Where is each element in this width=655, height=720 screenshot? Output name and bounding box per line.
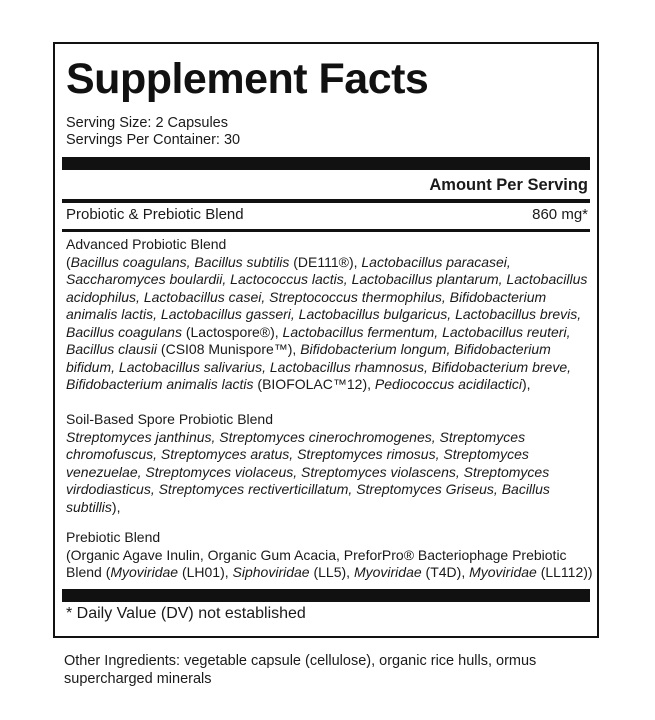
servings-per-container: Servings Per Container: 30	[66, 132, 241, 148]
ingredient-text-4: (LL5),	[309, 564, 354, 580]
soil-ingredients	[66, 429, 594, 517]
label-title: Supplement Facts	[66, 55, 429, 103]
species-names-3: Siphoviridae	[232, 564, 310, 580]
serving-size: Serving Size: 2 Capsules	[66, 115, 228, 131]
divider-thick	[62, 589, 590, 602]
ingredient-text-2: (LH01),	[178, 564, 233, 580]
advanced-probiotic-section	[66, 236, 594, 394]
species-names-5: Myoviridae	[353, 564, 422, 580]
species-names-1: Bacillus coagulans, Bacillus subtilis	[70, 253, 290, 270]
prebiotic-section	[66, 529, 594, 582]
species-names-7: Myoviridae	[469, 564, 537, 580]
amount-per-serving-header: Amount Per Serving	[429, 176, 588, 194]
species-names-3: Lactobacillus paracasei, Saccharomyces boulardii, Lactococcus lactis, Lactobacillus plantarum, Lactobacillus acidophilus, Lactobacillus casei, Streptococcus thermophilus, Bifidobacterium animalis lactis, Lactobacillus gasseri, Lactobacillus bulgaricus, Lactobacillus brevis, Bacillus coagulans	[66, 253, 588, 340]
divider-thick	[62, 157, 590, 170]
ingredient-text-4: (Lactospore®),	[181, 323, 283, 340]
blend-amount: 860 mg*	[532, 206, 588, 223]
ingredient-text-0: (	[66, 253, 71, 270]
advanced-title: Advanced Probiotic Blend	[66, 236, 227, 252]
ingredient-text-0: (Organic Agave Inulin, Organic Gum Acacia, PreforPro® Bacteriophage Prebiotic Blend (	[66, 546, 567, 580]
prebiotic-ingredients	[66, 547, 594, 582]
other-ingredients: Other Ingredients: vegetable capsule (cellulose), organic rice hulls, ormus supercharged minerals	[64, 653, 537, 687]
prebiotic-title: Prebiotic Blend	[66, 529, 161, 545]
species-names-9: Pediococcus acidilactici	[374, 376, 522, 392]
ingredient-text-1: ),	[111, 498, 121, 515]
species-names-5: Lactobacillus fermentum, Lactobacillus reuteri, Bacillus clausii	[66, 323, 571, 357]
dv-note: * Daily Value (DV) not established	[66, 605, 306, 622]
species-names-1: Myoviridae	[110, 564, 179, 580]
ingredient-text-6: (T4D),	[421, 564, 470, 580]
serving-info	[66, 115, 240, 149]
ingredient-text-2: (DE111®),	[289, 253, 362, 270]
ingredient-text-6: (CSI08 Munispore™),	[157, 341, 301, 357]
blend-row	[66, 206, 588, 223]
species-names-7: Bifidobacterium longum, Bifidobacterium bifidum, Lactobacillus salivarius, Lactobacillus rhamnosus, Bifidobacterium breve, Bifidobacterium animalis lactis	[66, 341, 572, 392]
ingredient-text-8: (BIOFOLAC™12),	[253, 376, 375, 392]
ingredient-text-8: (LL112))	[536, 564, 593, 580]
advanced-ingredients	[66, 254, 594, 394]
divider	[62, 229, 590, 232]
soil-probiotic-section	[66, 411, 594, 516]
ingredient-text-10: ),	[521, 376, 531, 392]
species-names-0: Streptomyces janthinus, Streptomyces cinerochromogenes, Streptomyces chromofuscus, Streptomyces aratus, Streptomyces rimosus, Streptomyces venezuelae, Streptomyces violaceus, Streptomyces violascens, Streptomyces virdodiasticus, Streptomyces rectiverticillatum, Streptomyces Griseus, Bacillus subtillis	[66, 428, 550, 515]
supplement-facts-panel	[53, 42, 599, 638]
blend-name: Probiotic & Prebiotic Blend	[66, 206, 244, 223]
soil-title: Soil-Based Spore Probiotic Blend	[66, 411, 274, 427]
divider	[62, 199, 590, 203]
